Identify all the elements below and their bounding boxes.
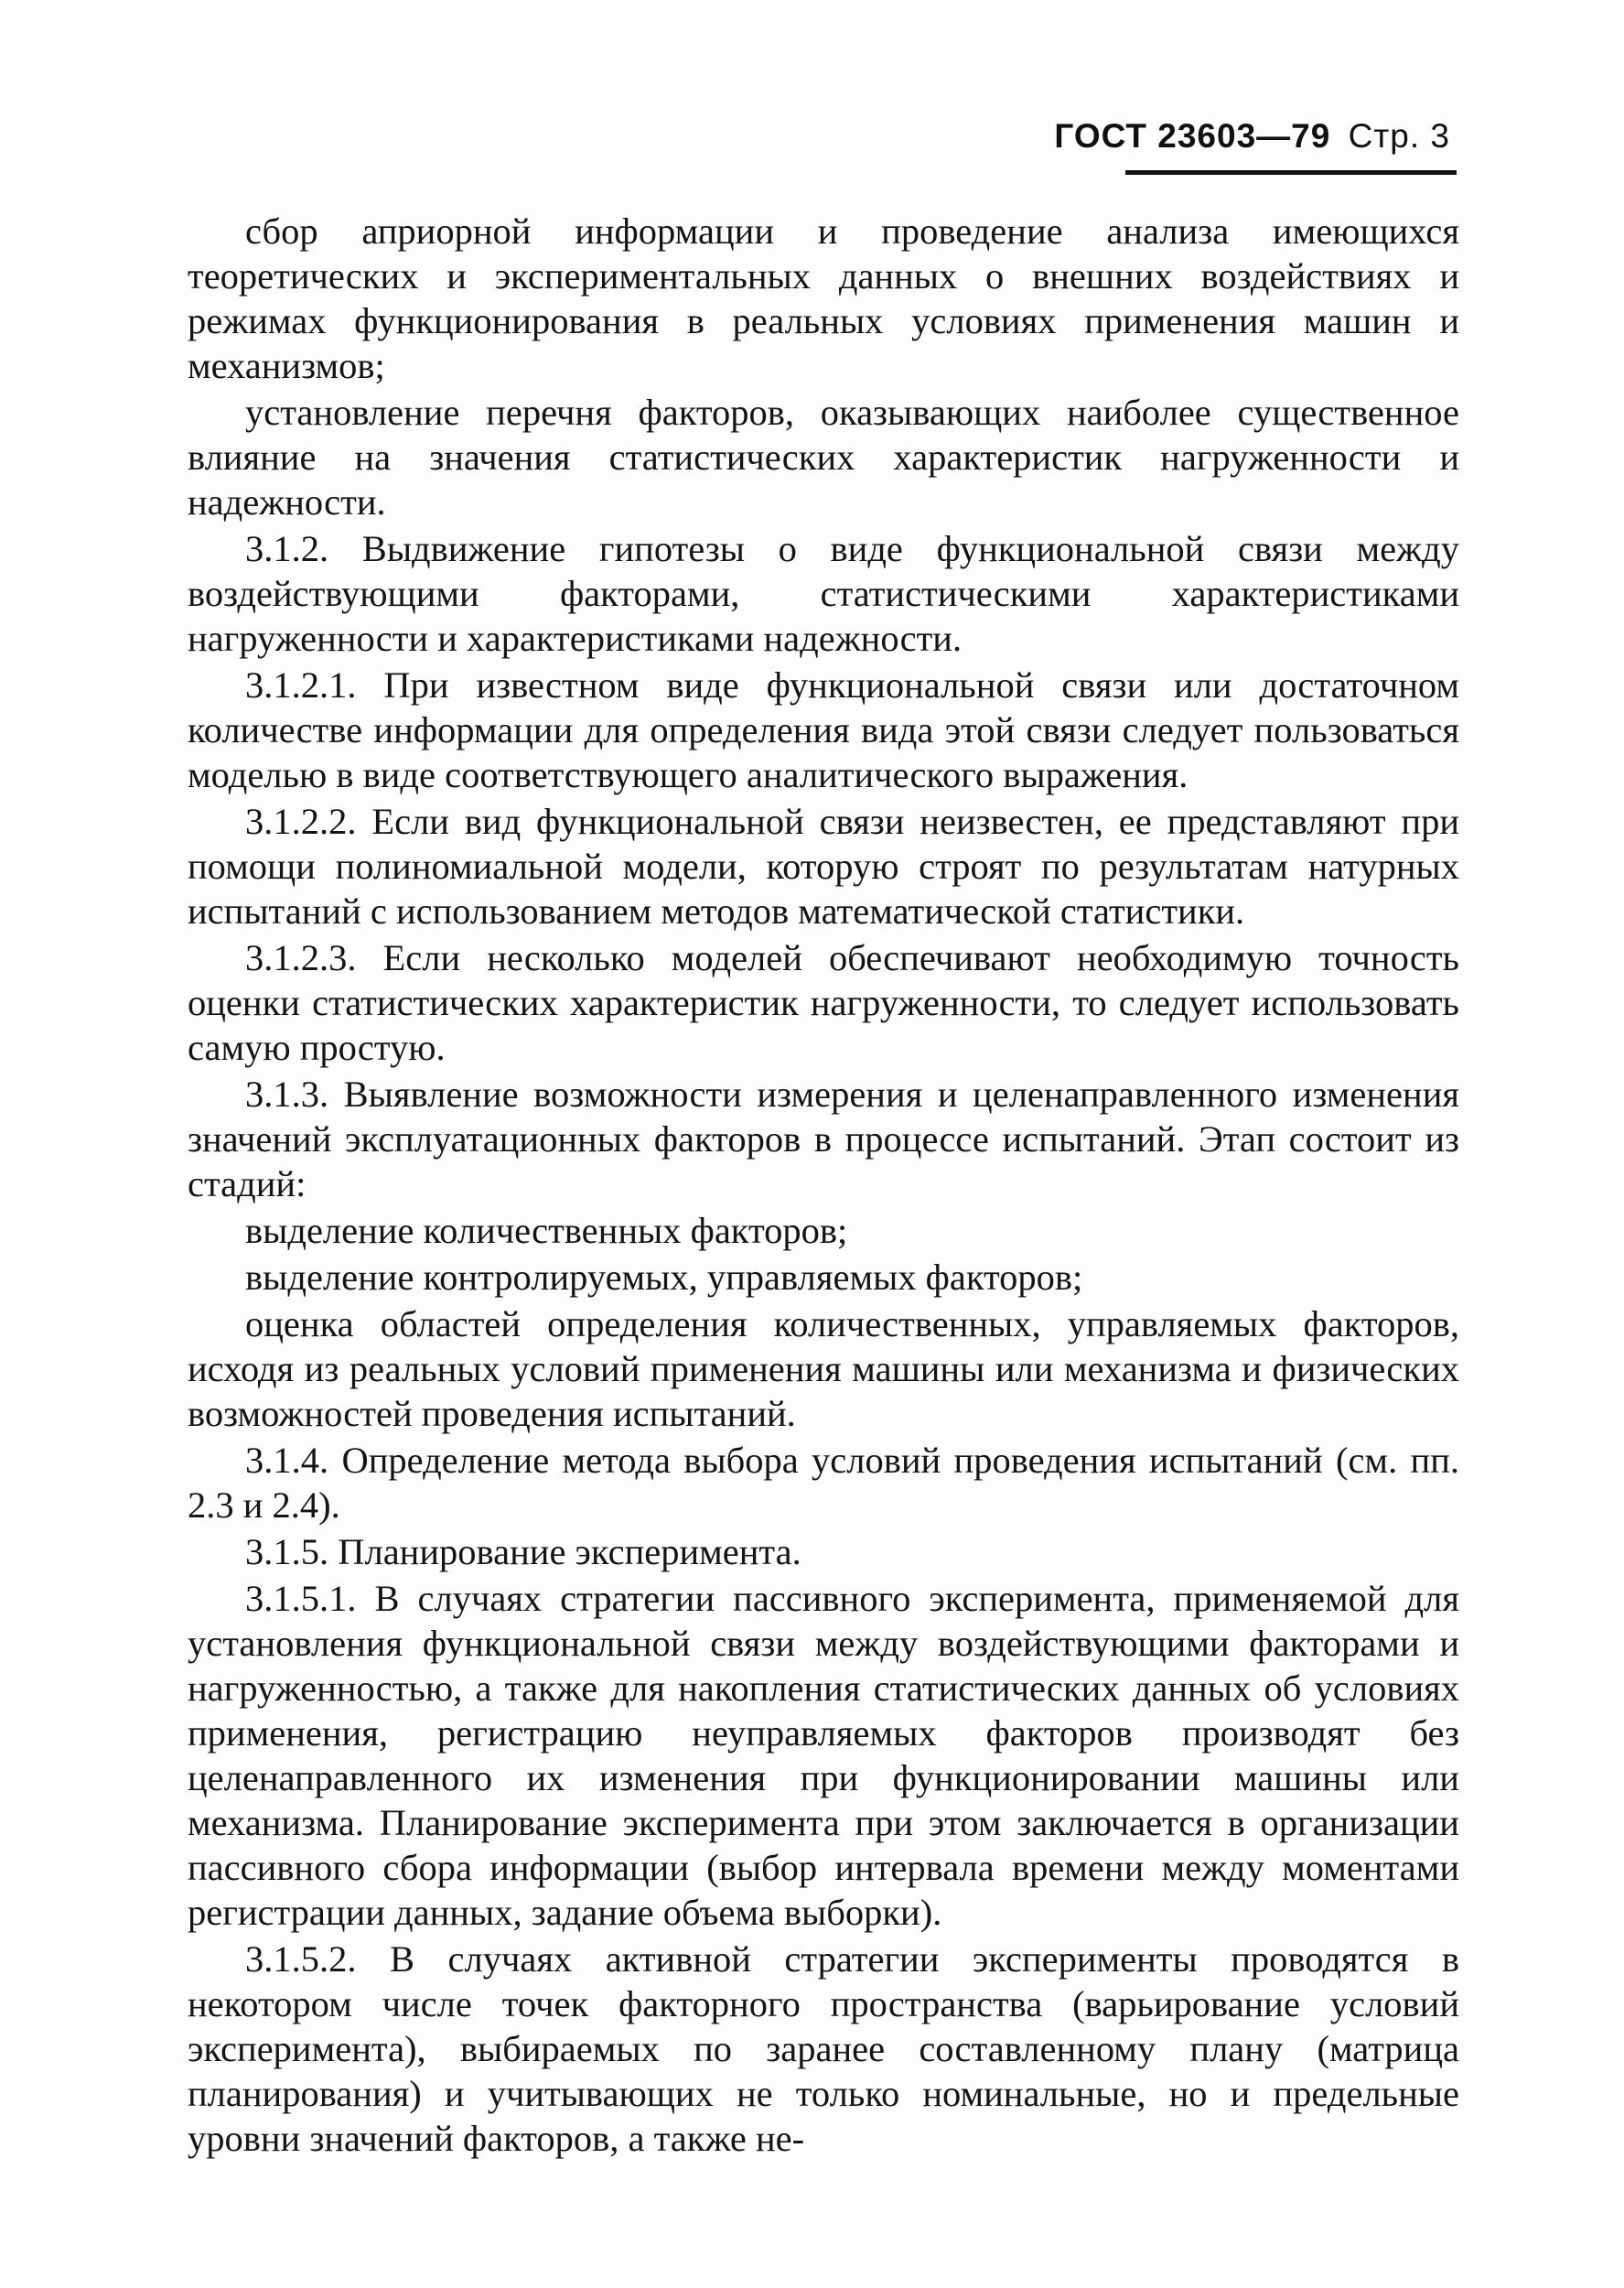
paragraph: 3.1.3. Выявление возможности измерения и целенаправленного изменения значений эксплуатационных факторов в процессе испытаний. Этап состоит из стадий: <box>188 1074 1459 1204</box>
paragraph: выделение контролируемых, управляемых факторов; <box>245 1257 1083 1298</box>
page-header <box>1054 117 1450 156</box>
paragraph: 3.1.5.1. В случаях стратегии пассивного эксперимента, применяемой для установления функциональной связи между воздействующими факторами и нагруженностью, а также для накопления статистических данных об условиях применения, регистрацию неуправляемых факторов производят без целенаправленного их изменения при функционировании машины или механизма. Планирование эксперимента при этом заключается в организации пассивного сбора информации (выбор интервала времени между моментами регистрации данных, задание объема выборки). <box>188 1578 1459 1933</box>
paragraph: 3.1.2.1. При известном виде функциональной связи или достаточном количестве информации для определения вида этой связи следует пользоваться моделью в виде соответствующего аналитического выражения. <box>188 664 1459 795</box>
paragraph: оценка областей определения количественных, управляемых факторов, исходя из реальных условий применения машины или механизма и физических возможностей проведения испытаний. <box>188 1303 1459 1434</box>
header-rule <box>1125 170 1457 175</box>
paragraph: сбор априорной информации и проведение анализа имеющихся теоретических и экспериментальных данных о внешних воздействиях и режимах функционирования в реальных условиях применения машин и механизмов; <box>188 210 1459 386</box>
paragraph: 3.1.2. Выдвижение гипотезы о виде функциональной связи между воздействующими факторами, статистическими характеристиками нагруженности и характеристиками надежности. <box>188 528 1459 659</box>
paragraph: выделение количественных факторов; <box>245 1210 848 1251</box>
body-text <box>188 209 1459 2163</box>
paragraph: установление перечня факторов, оказывающих наиболее существенное влияние на значения статистических характеристик нагруженности и надежности. <box>188 392 1459 523</box>
paragraph: 3.1.2.2. Если вид функциональной связи неизвестен, ее представляют при помощи полиномиальной модели, которую строят по результатам натурных испытаний с использованием методов математической статистики. <box>188 801 1459 932</box>
page-number: Стр. 3 <box>1348 117 1450 155</box>
paragraph: 3.1.5. Планирование эксперимента. <box>245 1531 801 1572</box>
paragraph: 3.1.5.2. В случаях активной стратегии эксперименты проводятся в некотором числе точек факторного пространства (варьирование условий эксперимента), выбираемых по заранее составленному плану (матрица планирования) и учитывающих не только номинальные, но и предельные уровни значений факторов, а также не- <box>188 1938 1459 2159</box>
paragraph: 3.1.4. Определение метода выбора условий проведения испытаний (см. пп. 2.3 и 2.4). <box>188 1440 1459 1526</box>
document-id: ГОСТ 23603—79 <box>1054 117 1331 155</box>
paragraph: 3.1.2.3. Если несколько моделей обеспечивают необходимую точность оценки статистических характеристик нагруженности, то следует использовать самую простую. <box>188 937 1459 1068</box>
